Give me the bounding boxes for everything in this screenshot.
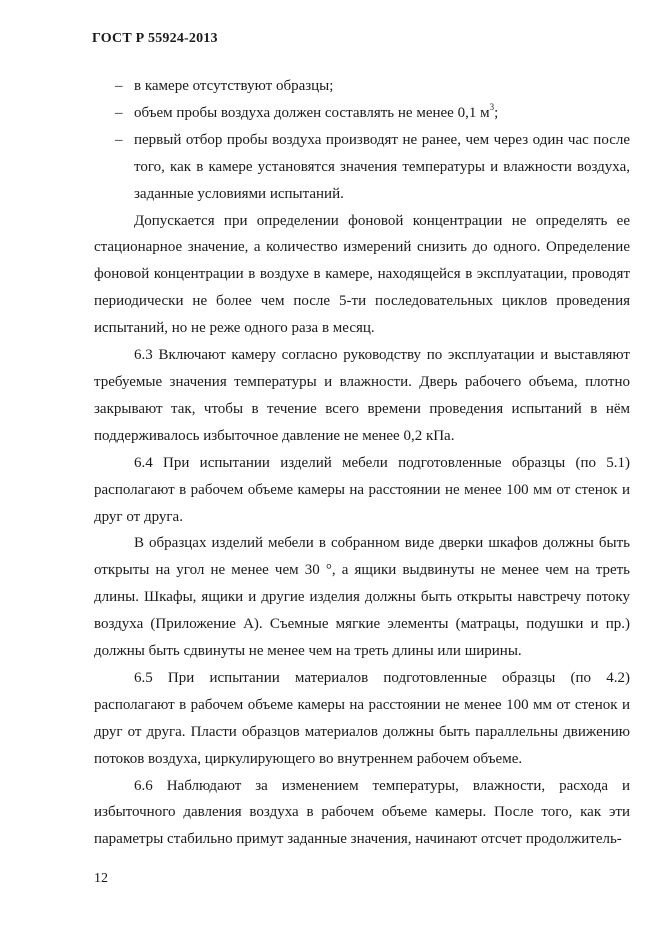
list-dash: –: [115, 104, 123, 121]
paragraph-6-6: 6.6 Наблюдают за изменением температуры, влажности, расхода и избыточного давления воздуха в рабочем объеме камеры. После того, как эти параметры стабильно примут заданные значения, начинают отсчет продолжитель-: [94, 777, 630, 848]
document-header: ГОСТ Р 55924-2013: [92, 31, 218, 46]
paragraph-6-3: 6.3 Включают камеру согласно руководству по эксплуатации и выставляют требуемые значения температуры и влажности. Дверь рабочего объема, плотно закрывают так, чтобы в течение всего времени проведения испытаний в нём поддерживалось избыточное давление не менее 0,2 кПа.: [94, 347, 630, 444]
document-body: [94, 73, 630, 853]
list-item: [94, 73, 630, 100]
list-item-text: в камере отсутствуют образцы;: [134, 78, 334, 94]
list-dash: –: [115, 131, 123, 148]
page-number: 12: [94, 871, 108, 886]
list-dash: –: [115, 78, 123, 94]
paragraph-furniture-samples: В образцах изделий мебели в собранном виде дверки шкафов должны быть открыты на угол не менее чем 30 °, а ящики выдвинуты не менее чем на треть длины. Шкафы, ящики и другие изделия должны быть открыты навстречу потоку воздуха (Приложение А). Съемные мягкие элементы (матрацы, подушки и пр.) должны быть сдвинуты не менее чем на треть длины или ширины.: [94, 535, 630, 660]
list-item-text: объем пробы воздуха должен составлять не менее 0,1 м: [134, 104, 490, 121]
requirements-list: [94, 73, 630, 208]
list-item-suffix: ;: [494, 104, 499, 121]
paragraph-background-concentration: Допускается при определении фоновой концентрации не определять ее стационарное значение, а количество измерений снизить до одного. Определение фоновой концентрации в воздухе в камере, находящейся в эксплуатации, проводят периодически не более чем после 5-ти последовательных циклов проведения испытаний, но не реже одного раза в месяц.: [94, 212, 630, 337]
list-item: [94, 100, 630, 127]
list-item: [94, 127, 630, 208]
paragraph-6-5: 6.5 При испытании материалов подготовленные образцы (по 4.2) располагают в рабочем объеме камеры на расстоянии не менее 100 мм от стенок и друг от друга. Пласти образцов материалов должны быть параллельны движению потоков воздуха, циркулирующего во внутреннем рабочем объеме.: [94, 669, 630, 767]
paragraph-6-4: 6.4 При испытании изделий мебели подготовленные образцы (по 5.1) располагают в рабочем объеме камеры на расстоянии не менее 100 мм от стенок и друг от друга.: [94, 454, 630, 525]
list-item-text: первый отбор пробы воздуха производят не ранее, чем через один час после того, как в камере установятся значения температуры и влажности воздуха, заданные условиями испытаний.: [134, 131, 630, 202]
superscript: 3: [489, 101, 495, 112]
